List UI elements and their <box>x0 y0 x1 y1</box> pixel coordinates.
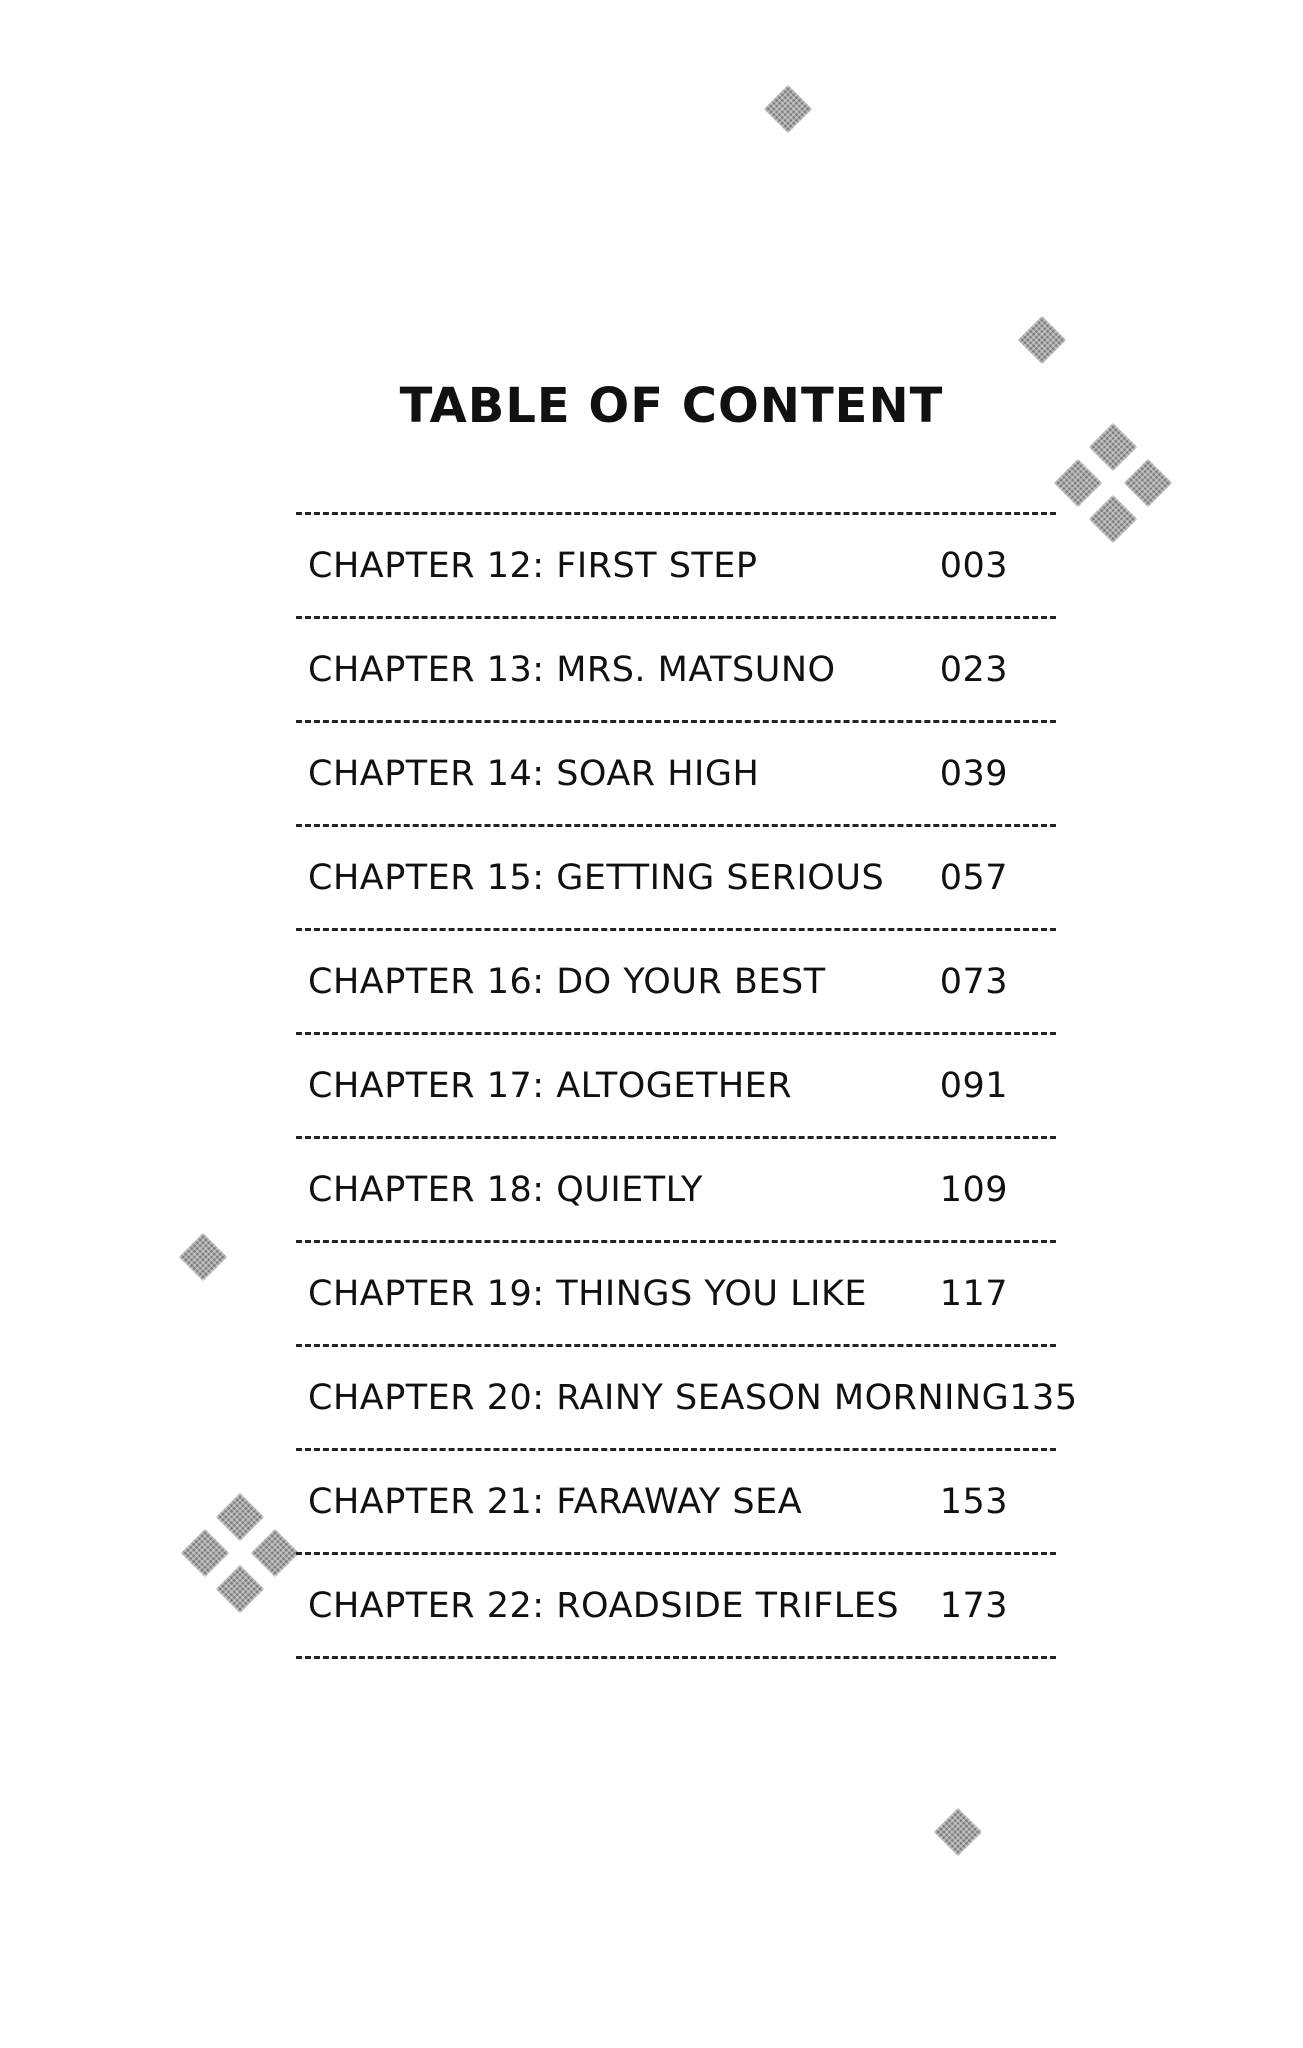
toc-entry <box>296 1451 1056 1552</box>
toc-entry <box>296 1139 1056 1240</box>
chapter-title: CHAPTER 21: FARAWAY SEA <box>308 1481 803 1522</box>
page-number: 153 <box>939 1481 1008 1522</box>
page-number: 117 <box>939 1273 1008 1314</box>
halftone-diamond-icon <box>764 85 812 133</box>
chapter-title: CHAPTER 18: QUIETLY <box>308 1169 703 1210</box>
toc-entry <box>296 723 1056 824</box>
chapter-title: CHAPTER 17: ALTOGETHER <box>308 1065 793 1106</box>
chapter-title: CHAPTER 22: ROADSIDE TRIFLES <box>308 1585 900 1626</box>
page-number: 039 <box>939 753 1008 794</box>
halftone-diamond-icon <box>251 1529 299 1577</box>
chapter-title: CHAPTER 14: SOAR HIGH <box>308 753 760 794</box>
halftone-diamond-icon <box>216 1493 264 1541</box>
toc-entry <box>296 1555 1056 1656</box>
halftone-diamond-icon <box>179 1233 227 1281</box>
page-title: TABLE OF CONTENT <box>399 378 944 434</box>
toc-entry <box>296 1347 1078 1448</box>
page-number: 073 <box>939 961 1008 1002</box>
toc-entry <box>296 515 1056 616</box>
halftone-diamond-icon <box>1018 316 1066 364</box>
page-number: 135 <box>1009 1377 1078 1418</box>
page-number: 003 <box>939 545 1008 586</box>
chapter-title: CHAPTER 19: THINGS YOU LIKE <box>308 1273 868 1314</box>
toc-entry <box>296 619 1056 720</box>
chapter-title: CHAPTER 15: GETTING SERIOUS <box>308 857 885 898</box>
table-of-contents <box>296 512 1078 1659</box>
page-number: 091 <box>939 1065 1008 1106</box>
dashed-divider <box>296 1656 1056 1659</box>
halftone-diamond-icon <box>1089 495 1137 543</box>
page-number: 023 <box>939 649 1008 690</box>
toc-entry <box>296 1243 1056 1344</box>
chapter-title: CHAPTER 12: FIRST STEP <box>308 545 758 586</box>
chapter-title: CHAPTER 16: DO YOUR BEST <box>308 961 826 1002</box>
halftone-diamond-icon <box>934 1808 982 1856</box>
halftone-diamond-icon <box>181 1529 229 1577</box>
toc-entry <box>296 931 1056 1032</box>
halftone-diamond-icon <box>1124 459 1172 507</box>
toc-entry <box>296 1035 1056 1136</box>
page-number: 057 <box>939 857 1008 898</box>
page-number: 173 <box>939 1585 1008 1626</box>
chapter-title: CHAPTER 20: RAINY SEASON MORNING <box>308 1377 1010 1418</box>
halftone-diamond-icon <box>216 1565 264 1613</box>
chapter-title: CHAPTER 13: MRS. MATSUNO <box>308 649 836 690</box>
page-number: 109 <box>939 1169 1008 1210</box>
halftone-diamond-icon <box>1054 459 1102 507</box>
toc-entry <box>296 827 1056 928</box>
